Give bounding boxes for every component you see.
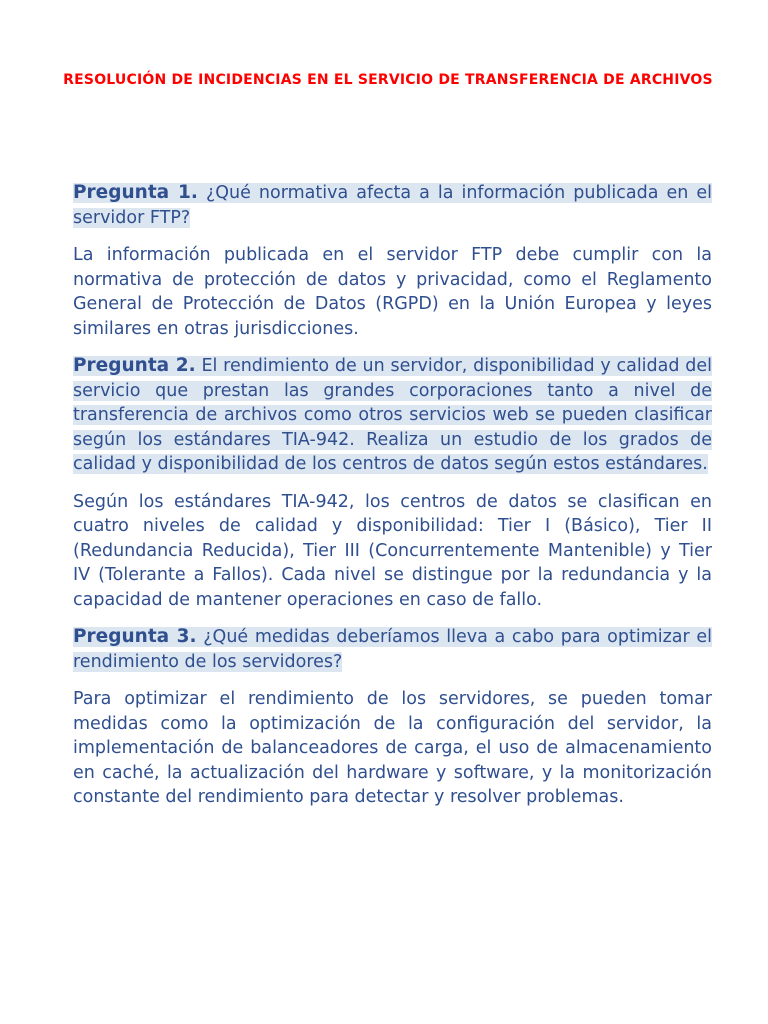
question-1-highlight (73, 183, 712, 228)
question-2-text: El rendimiento de un servidor, disponibilidad y calidad del servicio que prestan las grandes corporaciones tanto a nivel de transferencia de archivos como otros servicios web se pueden clasificar según los estándares TIA-942. Realiza un estudio de los grados de calidad y disponibilidad de los centros de datos según estos estándares. (73, 356, 712, 474)
question-3 (73, 625, 712, 674)
document-title: RESOLUCIÓN DE INCIDENCIAS EN EL SERVICIO DE TRANSFERENCIA DE ARCHIVOS (63, 72, 713, 88)
document-body (73, 181, 712, 823)
question-1-label: Pregunta 1. (73, 182, 198, 203)
answer-2: Según los estándares TIA-942, los centros de datos se clasifican en cuatro niveles de calidad y disponibilidad: Tier I (Básico), Tier II (Redundancia Reducida), Tier III (Concurrentemente Mantenible) y Tier IV (Tolerante a Fallos). Cada nivel se distingue por la redundancia y la capacidad de mantener operaciones en caso de fallo. (73, 491, 712, 610)
question-3-label: Pregunta 3. (73, 626, 197, 647)
question-3-highlight (73, 627, 712, 672)
question-3-text: ¿Qué medidas deberíamos lleva a cabo para optimizar el rendimiento de los servidores? (73, 627, 712, 672)
question-2 (73, 354, 712, 477)
question-1 (73, 181, 712, 230)
question-1-text: ¿Qué normativa afecta a la información publicada en el servidor FTP? (73, 183, 712, 228)
question-2-highlight (73, 356, 712, 474)
answer-1: La información publicada en el servidor FTP debe cumplir con la normativa de protección de datos y privacidad, como el Reglamento General de Protección de Datos (RGPD) en la Unión Europea y leyes similares en otras jurisdicciones. (73, 245, 712, 339)
question-2-label: Pregunta 2. (73, 355, 196, 376)
answer-3: Para optimizar el rendimiento de los servidores, se pueden tomar medidas como la optimización de la configuración del servidor, la implementación de balanceadores de carga, el uso de almacenamiento en caché, la actualización del hardware y software, y la monitorización constante del rendimiento para detectar y resolver problemas. (73, 689, 712, 807)
